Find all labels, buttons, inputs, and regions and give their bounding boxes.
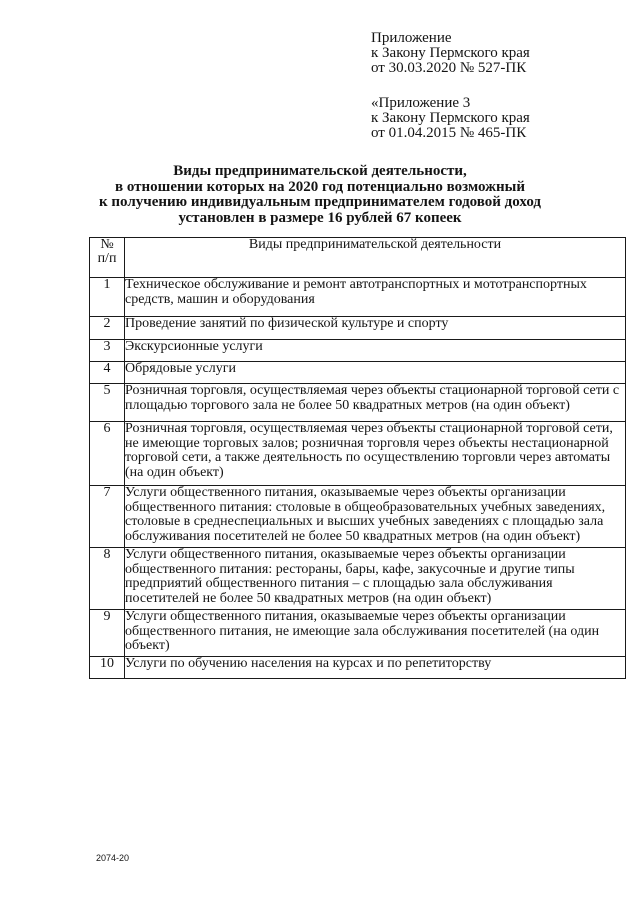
table-row bbox=[90, 422, 626, 486]
row-number: 7 bbox=[90, 486, 125, 548]
table-row bbox=[90, 657, 626, 679]
header-number-sublabel: п/п bbox=[97, 251, 117, 266]
row-activity: Техническое обслуживание и ремонт автотранспортных и мототранспортных средств, машин и оборудования bbox=[125, 278, 626, 317]
appendix-header-line: от 30.03.2020 № 527-ПК bbox=[371, 60, 527, 76]
table-row bbox=[90, 362, 626, 384]
row-number: 1 bbox=[90, 278, 125, 317]
row-activity: Обрядовые услуги bbox=[125, 362, 626, 384]
row-number: 5 bbox=[90, 384, 125, 422]
appendix-header-line: к Закону Пермского края bbox=[371, 45, 530, 61]
appendix-original-header bbox=[371, 96, 530, 141]
row-number: 9 bbox=[90, 610, 125, 657]
row-activity: Услуги общественного питания, оказываемые через объекты организации общественного питания, не имеющие зала обслуживания посетителей (на один объект) bbox=[125, 610, 626, 657]
row-number: 2 bbox=[90, 317, 125, 340]
appendix-header bbox=[371, 31, 530, 76]
row-activity: Экскурсионные услуги bbox=[125, 340, 626, 362]
table-header-row bbox=[90, 238, 626, 278]
table-row bbox=[90, 548, 626, 610]
header-number-cell bbox=[90, 238, 125, 278]
appendix-header-line: Приложение bbox=[371, 30, 452, 46]
appendix-original-line: от 01.04.2015 № 465-ПК bbox=[371, 125, 527, 141]
table-row bbox=[90, 610, 626, 657]
document-title-line: к получению индивидуальным предпринимателем годовой доход bbox=[99, 194, 541, 210]
document-title bbox=[0, 164, 640, 226]
document-title-line: Виды предпринимательской деятельности, bbox=[173, 163, 467, 179]
row-activity: Проведение занятий по физической культуре и спорту bbox=[125, 317, 626, 340]
header-number-label: № bbox=[100, 237, 114, 252]
footer-document-code: 2074-20 bbox=[96, 853, 130, 863]
row-activity: Услуги общественного питания, оказываемые через объекты организации общественного питания: рестораны, бары, кафе, закусочные и другие типы предприятий общественного питания – с площадью зала обслуживания посетителей не более 50 квадратных метров (на один объект) bbox=[125, 548, 626, 610]
header-activity-cell: Виды предпринимательской деятельности bbox=[125, 238, 626, 278]
activities-table bbox=[89, 237, 626, 679]
row-number: 10 bbox=[90, 657, 125, 679]
row-activity: Услуги по обучению населения на курсах и по репетиторству bbox=[125, 657, 626, 679]
row-number: 8 bbox=[90, 548, 125, 610]
row-number: 4 bbox=[90, 362, 125, 384]
row-activity: Розничная торговля, осуществляемая через объекты стационарной торговой сети, не имеющие торговых залов; розничная торговля через объекты нестационарной торговой сети, а также деятельность по осуществлению торговли через автоматы (на один объект) bbox=[125, 422, 626, 486]
table-row bbox=[90, 317, 626, 340]
appendix-original-line: к Закону Пермского края bbox=[371, 110, 530, 126]
table-row bbox=[90, 384, 626, 422]
row-activity: Розничная торговля, осуществляемая через объекты стационарной торговой сети с площадью торгового зала не более 50 квадратных метров (на один объект) bbox=[125, 384, 626, 422]
document-title-line: в отношении которых на 2020 год потенциально возможный bbox=[115, 178, 525, 195]
row-number: 6 bbox=[90, 422, 125, 486]
row-activity: Услуги общественного питания, оказываемые через объекты организации общественного питания: столовые в общеобразовательных учебных заведениях, столовые в среднеспециальных и высших учебных заведениях с площадью зала обслуживания посетителей не более 50 квадратных метров (на один объект) bbox=[125, 486, 626, 548]
table-row bbox=[90, 278, 626, 317]
appendix-original-line: «Приложение 3 bbox=[371, 95, 471, 111]
table-row bbox=[90, 486, 626, 548]
document-title-line: установлен в размере 16 рублей 67 копеек bbox=[178, 209, 462, 226]
row-number: 3 bbox=[90, 340, 125, 362]
table-row bbox=[90, 340, 626, 362]
